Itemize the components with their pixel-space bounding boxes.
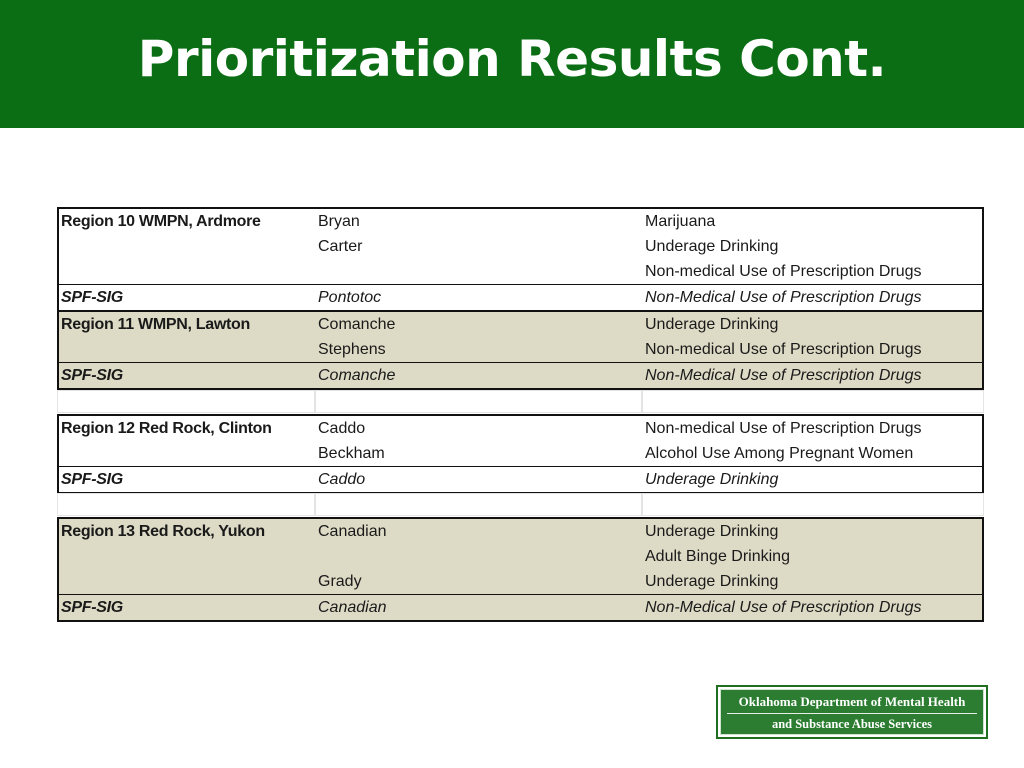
spf-sig-row (59, 594, 982, 620)
county-cell: Canadian (318, 523, 387, 540)
region-label: Region 10 WMPN, Ardmore (61, 213, 261, 230)
region-13-block (57, 517, 984, 622)
county-cell: Carter (318, 238, 363, 255)
logo-line-1: Oklahoma Department of Mental Health (738, 694, 966, 709)
priority-cell: Underage Drinking (645, 523, 779, 540)
priority-cell: Non-medical Use of Prescription Drugs (645, 420, 922, 437)
spf-sig-row (59, 466, 982, 492)
spf-sig-label: SPF-SIG (61, 367, 123, 384)
priority-cell: Marijuana (645, 213, 716, 230)
priority-cell: Underage Drinking (645, 316, 779, 333)
county-cell: Stephens (318, 341, 386, 358)
region-label: Region 13 Red Rock, Yukon (61, 523, 265, 540)
spf-sig-row (59, 284, 982, 310)
priority-cell: Non-medical Use of Prescription Drugs (645, 341, 922, 358)
region-11-counties (59, 312, 982, 362)
logo-line-2: and Substance Abuse Services (771, 717, 933, 731)
county-cell: Beckham (318, 445, 385, 462)
region-13-counties (59, 519, 982, 594)
title-banner (0, 0, 1024, 128)
region-10-counties (59, 209, 982, 284)
region-12-block (57, 414, 984, 494)
county-cell: Caddo (318, 420, 366, 437)
spf-sig-label: SPF-SIG (61, 599, 123, 616)
priority-cell: Underage Drinking (645, 573, 779, 590)
priority-cell: Underage Drinking (645, 471, 779, 488)
spf-sig-label: SPF-SIG (61, 289, 123, 306)
priority-cell: Adult Binge Drinking (645, 548, 790, 565)
odmhsas-logo (716, 685, 988, 739)
spf-sig-row (59, 362, 982, 388)
county-cell: Bryan (318, 213, 360, 230)
priority-cell: Non-Medical Use of Prescription Drugs (645, 367, 922, 384)
priority-cell: Non-Medical Use of Prescription Drugs (645, 289, 922, 306)
county-cell: Comanche (318, 316, 396, 333)
spf-sig-label: SPF-SIG (61, 471, 123, 488)
region-label: Region 12 Red Rock, Clinton (61, 420, 272, 437)
priority-cell: Alcohol Use Among Pregnant Women (645, 445, 914, 462)
county-cell: Grady (318, 573, 362, 590)
county-cell: Pontotoc (318, 289, 382, 306)
region-label: Region 11 WMPN, Lawton (61, 316, 250, 333)
region-10-block (57, 207, 984, 312)
empty-row (57, 493, 984, 516)
priority-cell: Underage Drinking (645, 238, 779, 255)
logo-divider (727, 713, 977, 714)
county-cell: Caddo (318, 471, 366, 488)
county-cell: Comanche (318, 367, 396, 384)
region-12-counties (59, 416, 982, 466)
priority-cell: Non-medical Use of Prescription Drugs (645, 263, 922, 280)
county-cell: Canadian (318, 599, 387, 616)
logo-panel (720, 689, 984, 735)
region-11-block (57, 311, 984, 390)
slide-title: Prioritization Results Cont. (137, 30, 887, 88)
empty-row (57, 390, 984, 413)
priority-cell: Non-Medical Use of Prescription Drugs (645, 599, 922, 616)
